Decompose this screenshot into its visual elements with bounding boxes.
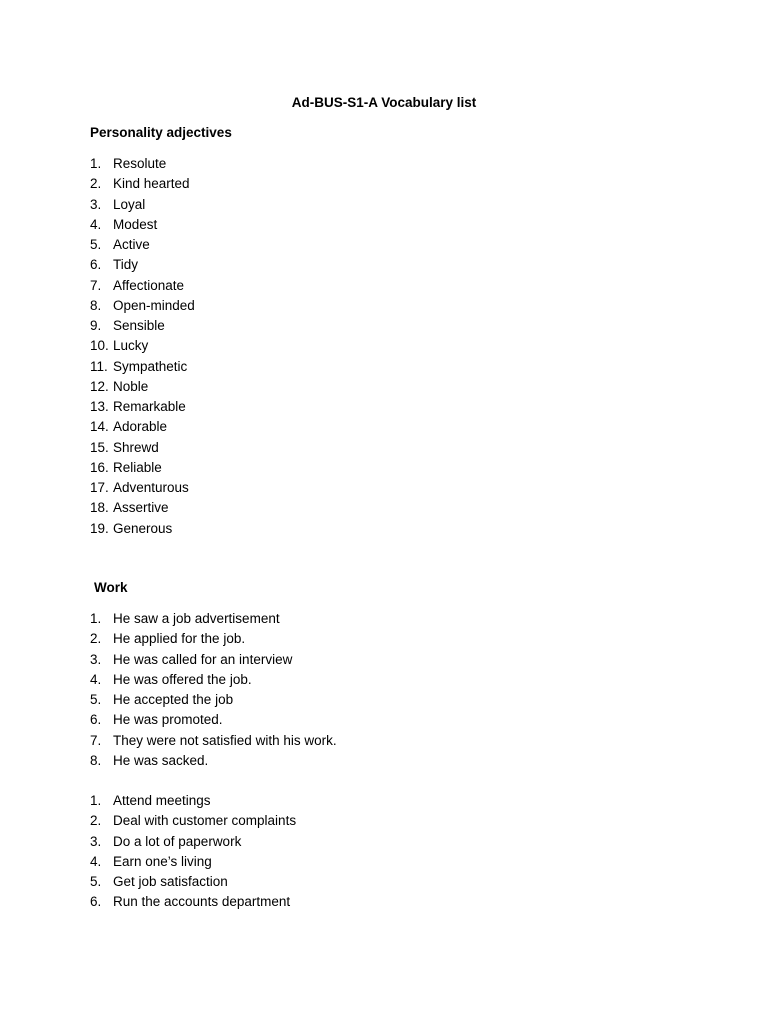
list-item-text: He accepted the job [113,692,234,707]
list-item [90,710,337,730]
list-item-text: They were not satisfied with his work. [113,732,337,748]
list-item-number: 1. [90,611,102,626]
list-item-number: 8. [90,752,102,768]
list-item [90,458,195,478]
list-item-number: 4. [90,216,102,232]
list-item-number: 18. [90,500,109,516]
list-item [90,852,296,872]
list-item-number: 10. [90,338,109,354]
list-item [90,629,337,649]
list-item [90,811,296,831]
section-heading-personality: Personality adjectives [90,125,232,140]
list-item-number: 14. [90,419,109,435]
list-item [90,255,195,275]
list-item [90,215,195,235]
list-item-number: 2. [90,176,102,192]
list-item-text: Do a lot of paperwork [113,833,242,849]
list-item [90,417,195,437]
list-item-number: 17. [90,480,109,495]
list-item [90,397,195,417]
list-item-text: Lucky [113,338,149,354]
list-item [90,377,195,397]
list-item-text: Noble [113,378,149,394]
list-item-text: Attend meetings [113,793,211,808]
list-item-text: He was sacked. [113,752,209,768]
list-item-text: Get job satisfaction [113,874,228,889]
list-item [90,296,195,316]
list-item [90,357,195,377]
list-item-text: He saw a job advertisement [113,611,280,626]
work-phrases-list [90,791,296,913]
list-item [90,235,195,255]
list-item-text: He applied for the job. [113,631,246,647]
list-item-number: 7. [90,732,102,748]
list-item-number: 2. [90,631,102,647]
list-item-number: 13. [90,399,109,414]
list-item-number: 3. [90,196,102,212]
list-item [90,690,337,710]
list-item-number: 6. [90,712,102,728]
list-item-text: Sympathetic [113,358,188,374]
list-item-number: 5. [90,692,102,707]
list-item-text: Adventurous [113,480,189,495]
list-item-text: Active [113,237,150,252]
list-item-text: Resolute [113,156,167,171]
list-item-text: Assertive [113,500,169,516]
list-item-number: 16. [90,459,109,475]
list-item [90,670,337,690]
list-item-number: 5. [90,237,102,252]
list-item-number: 19. [90,520,109,536]
work-sentences-list [90,609,337,771]
list-item-text: Modest [113,216,158,232]
list-item [90,751,337,771]
list-item-number: 12. [90,378,109,394]
section-heading-work: Work [94,580,128,595]
list-item-number: 7. [90,277,102,293]
list-item-text: Sensible [113,318,165,333]
list-item-number: 15. [90,439,109,455]
list-item [90,791,296,811]
list-item-text: He was promoted. [113,712,223,728]
list-item-text: Remarkable [113,399,186,414]
list-item [90,174,195,194]
list-item [90,650,337,670]
list-item-text: Loyal [113,196,146,212]
list-item [90,731,337,751]
list-item-number: 5. [90,874,102,889]
list-item-text: Tidy [113,257,139,273]
list-item-number: 3. [90,651,102,667]
list-item-text: Kind hearted [113,176,190,192]
list-item-text: Open-minded [113,297,195,313]
list-item [90,609,337,629]
personality-adjectives-list [90,154,195,539]
list-item-number: 4. [90,671,102,687]
list-item [90,872,296,892]
list-item-text: Earn one’s living [113,853,212,869]
list-item [90,316,195,336]
list-item-text: Adorable [113,419,168,435]
list-item-text: Deal with customer complaints [113,813,297,829]
list-item [90,154,195,174]
list-item-text: He was offered the job. [113,671,252,687]
list-item-number: 8. [90,297,102,313]
list-item [90,276,195,296]
list-item-text: He was called for an interview [113,651,293,667]
list-item-text: Affectionate [113,277,185,293]
list-item-text: Generous [113,520,173,536]
list-item-number: 9. [90,318,102,333]
list-item-number: 4. [90,853,102,869]
list-item-number: 3. [90,833,102,849]
list-item [90,195,195,215]
list-item-number: 1. [90,156,102,171]
list-item [90,832,296,852]
list-item-text: Run the accounts department [113,894,291,910]
list-item [90,478,195,498]
list-item [90,498,195,518]
list-item [90,519,195,539]
list-item-number: 2. [90,813,102,829]
list-item-number: 6. [90,257,102,273]
list-item-number: 1. [90,793,102,808]
document-title: Ad-BUS-S1-A Vocabulary list [291,95,477,110]
list-item-text: Shrewd [113,439,159,455]
list-item-text: Reliable [113,459,162,475]
list-item-number: 11. [90,358,108,374]
list-item [90,336,195,356]
list-item-number: 6. [90,894,102,910]
list-item [90,438,195,458]
list-item [90,892,296,912]
